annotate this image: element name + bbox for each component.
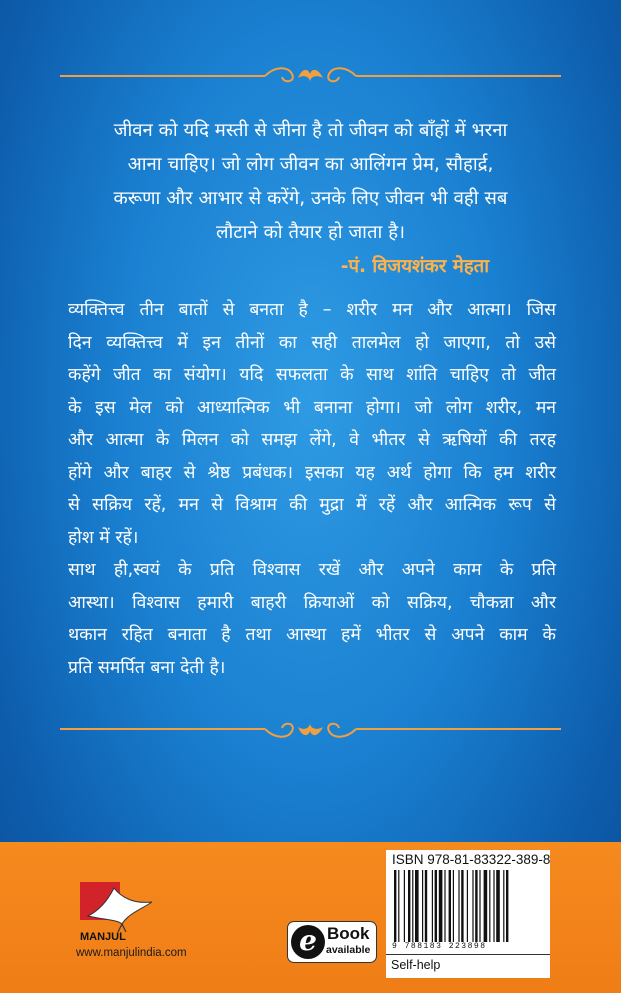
ebook-word: Book: [327, 924, 370, 943]
barcode-icon: [392, 870, 544, 942]
body-line: आस्था। विश्वास हमारी बाहरी क्रियाओं को सक्रिय, चौकन्ना और: [68, 592, 556, 613]
ebook-available-text: available: [326, 944, 371, 956]
bottom-ornament-divider: [60, 717, 561, 741]
body-line: से सक्रिय रहें, मन से विश्राम की मुद्रा में रहें और आत्मिक रूप से: [68, 495, 556, 515]
isbn-number: ISBN 978-81-83322-389-8: [392, 852, 551, 867]
category-label: Self-help: [391, 958, 441, 972]
body-line: होंगे और बाहर से श्रेष्ठ प्रबंधक। इसका यह अर्थ होगा कि हम शरीर: [68, 462, 556, 483]
body-line: थकान रहित बनाता है तथा आस्था हमें भीतर से अपने काम के: [68, 625, 556, 645]
bottom-band: [0, 842, 621, 993]
body-line: और आत्मा के मिलन को समझ लेंगे, वे भीतर से ऋषियों की तरह: [68, 430, 556, 450]
quote-line: करूणा और आभार से करेंगे, उनके लिए जीवन भी वही सब: [113, 188, 508, 209]
barcode-digits: 9 788183 223898: [392, 942, 487, 951]
body-line: दिन व्यक्तित्त्व में इन तीनों का सही तालमेल हो जाएगा, तो उसे: [68, 332, 556, 353]
description-text: [68, 294, 556, 684]
category-label-box: [386, 954, 550, 978]
publisher-name: MANJUL: [80, 931, 126, 942]
ebook-available-badge: [287, 921, 377, 963]
publisher-url: www.manjulindia.com: [76, 947, 187, 959]
quote-line: जीवन को यदि मस्ती से जीना है तो जीवन को बाँहों में भरना: [113, 120, 508, 141]
body-line: होश में रहें।: [68, 527, 139, 548]
body-line: साथ ही,स्वयं के प्रति विश्वास रखें और अपने काम के प्रति: [68, 560, 556, 580]
isbn-box: [386, 850, 550, 978]
body-line: कहेंगे जीत का संयोग। यदि सफलता के साथ शांति चाहिए तो जीत: [68, 365, 556, 385]
quote-author: -पं. विजयशंकर मेहता: [340, 256, 489, 277]
top-ornament-divider: [60, 64, 561, 88]
body-line: के इस मेल को आध्यात्मिक भी बनाना होगा। जो लोग शरीर, मन: [68, 397, 556, 418]
ebook-e-icon: e: [291, 925, 325, 959]
quote-block: [70, 114, 551, 284]
body-line: प्रति समर्पित बना देती है।: [68, 657, 226, 678]
manjul-bird-logo: [78, 880, 160, 942]
quote-line: लौटाने को तैयार हो जाता है।: [215, 222, 406, 243]
quote-line: आना चाहिए। जो लोग जीवन का आलिंगन प्रेम, सौहार्द्र,: [127, 154, 494, 175]
body-line: व्यक्तित्त्व तीन बातों से बनता है – शरीर मन और आत्मा। जिस: [68, 300, 556, 320]
